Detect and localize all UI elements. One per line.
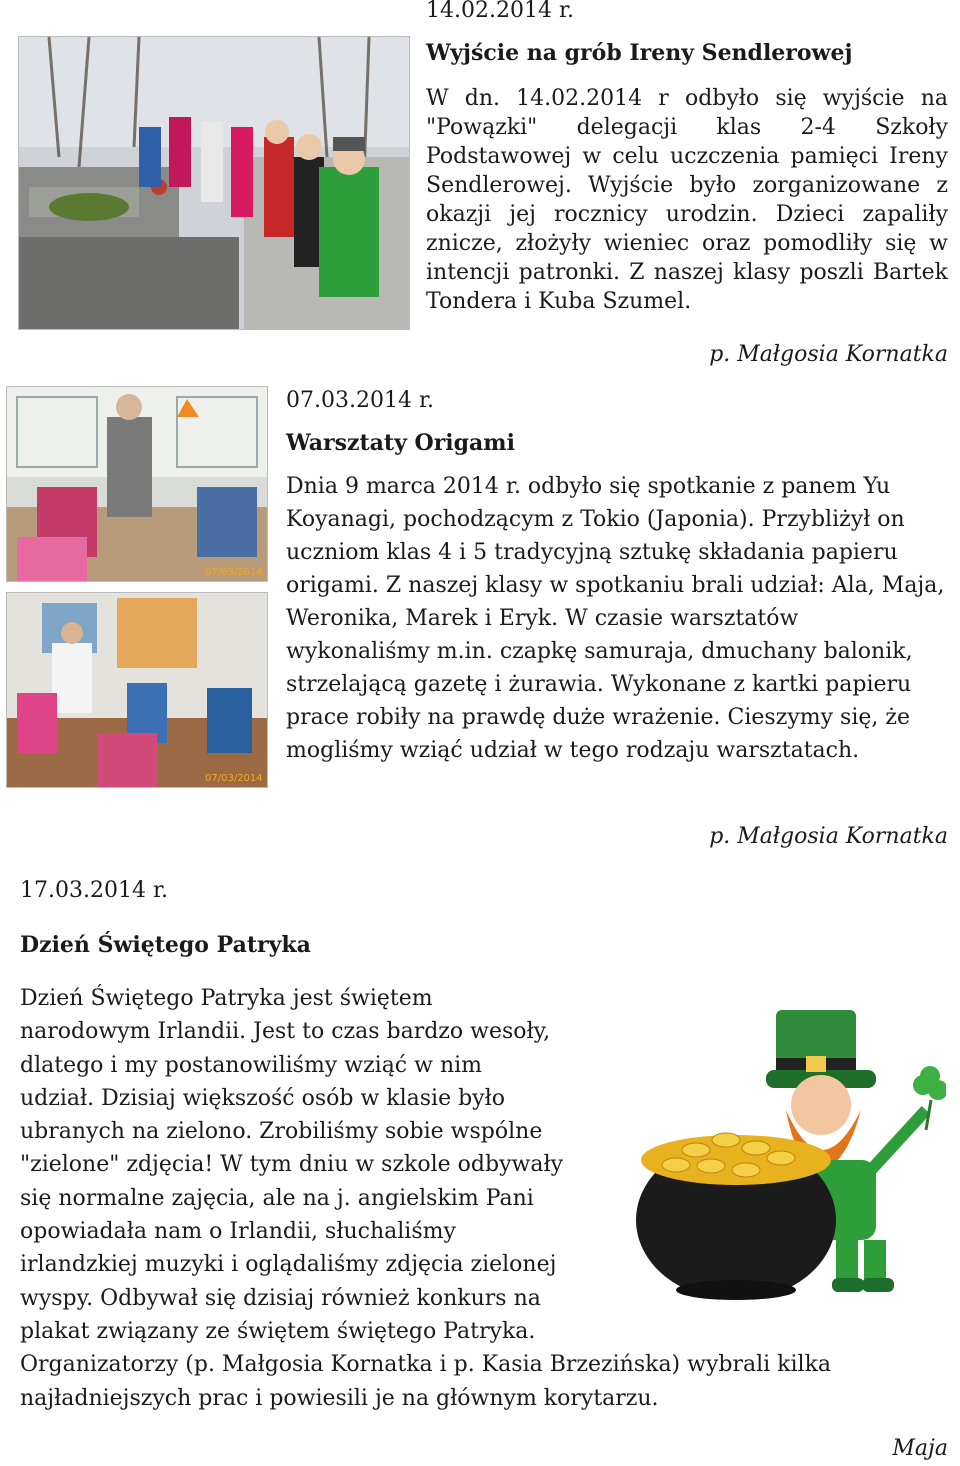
section3-line: irlandzkiej muzyki i oglądaliśmy zdjęcia zielonej: [20, 1252, 557, 1278]
section3-line: Organizatorzy (p. Małgosia Kornatka i p. Kasia Brzezińska) wybrali kilka: [20, 1352, 832, 1378]
section1-body: W dn. 14.02.2014 r odbyło się wyjście na "Powązki" delegacji klas 2-4 Szkoły Podstawowej w celu uczczenia pamięci Ireny Sendlerowej. Wyjście było zorganizowane z okazji jej rocznicy urodzin. Dzieci zapaliły znicze, złożyły wieniec oraz pomodliły się w intencji patronki. Z naszej klasy poszli Bartek Tondera i Kuba Szumel.: [426, 86, 948, 314]
photo-origami-workshop-1: [6, 386, 268, 582]
section3-line: się normalne zajęcia, ale na j. angielskim Pani: [20, 1185, 534, 1211]
photo-origami-workshop-2: [6, 592, 268, 788]
section3-line: ubranych na zielono. Zrobiliśmy sobie wspólne: [20, 1119, 543, 1145]
section3-line: opowiadała nam o Irlandii, słuchaliśmy: [20, 1219, 456, 1245]
section3-line: dlatego i my postanowiliśmy wziąć w nim: [20, 1052, 483, 1078]
photo-cemetery: [18, 36, 410, 330]
section2-body: Dnia 9 marca 2014 r. odbyło się spotkanie z panem Yu Koyanagi, pochodzącym z Tokio (Japonia). Przybliżył on uczniom klas 4 i 5 tradycyjną sztukę składania papieru origami. Z naszej klasy w spotkaniu brali udział: Ala, Maja, Weronika, Marek i Eryk. W czasie warsztatów wykonaliśmy m.in. czapkę samuraja, dmuchany balonik, strzelającą gazetę i żurawia. Wykonane z kartki papieru prace robiły na prawdę duże wrażenie. Cieszymy się, że mogliśmy wziąć udział w tego rodzaju warsztatach.: [286, 474, 945, 763]
photo-stamp-1: 07/03/2014: [205, 567, 263, 578]
section2-title: Warsztaty Origami: [286, 430, 515, 456]
section3-line: "zielone" zdjęcia! W tym dniu w szkole odbywały: [20, 1152, 564, 1178]
leprechaun-illustration: [626, 990, 946, 1310]
section1-signature: p. Małgosia Kornatka: [709, 342, 948, 367]
photo-stamp-2: 07/03/2014: [205, 773, 263, 784]
section1-date: 14.02.2014 r.: [426, 0, 575, 23]
section1-title: Wyjście na grób Ireny Sendlerowej: [426, 40, 853, 66]
section3-line: Dzień Świętego Patryka jest świętem: [20, 986, 433, 1011]
section3-line: najładniejszych prac i powiesili je na głównym korytarzu.: [20, 1385, 659, 1411]
section3-line: wyspy. Odbywał się dzisiaj również konkurs na: [20, 1285, 541, 1311]
section3-date: 17.03.2014 r.: [20, 878, 169, 903]
section3-line: udział. Dzisiaj większość osób w klasie było: [20, 1085, 505, 1111]
section2-signature: p. Małgosia Kornatka: [709, 824, 948, 849]
section3-title: Dzień Świętego Patryka: [20, 932, 311, 958]
section2-date: 07.03.2014 r.: [286, 388, 435, 413]
section3-signature: Maja: [892, 1436, 948, 1461]
section3-line: plakat związany ze świętem świętego Patryka.: [20, 1318, 536, 1344]
section3-line: narodowym Irlandii. Jest to czas bardzo wesoły,: [20, 1019, 551, 1045]
